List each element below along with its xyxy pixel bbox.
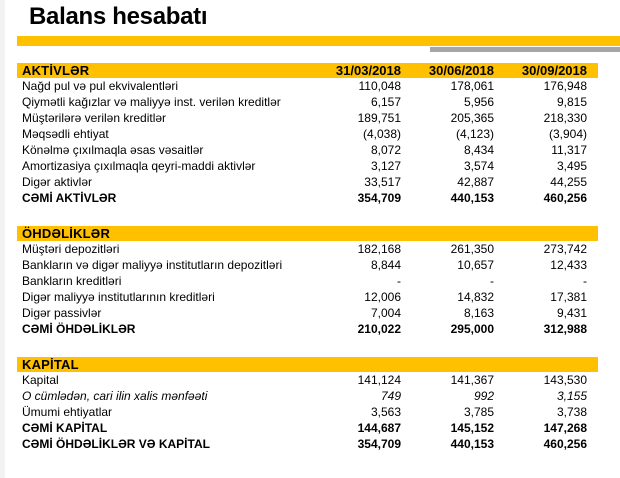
cell-value: 354,709 [357,437,401,451]
cell-value: 14,832 [457,290,494,304]
column-header-date: 30/06/2018 [428,63,494,78]
cell-value: (3,904) [548,127,587,141]
page-left-edge [0,0,5,478]
table-row [17,94,598,110]
cell-value: 205,365 [450,111,494,125]
table-row [17,289,598,305]
row-label: CƏMİ KAPİTAL [22,421,108,435]
title-accent-bar-gray [430,47,620,52]
table-row-total-liabilities [17,321,598,337]
cell-value: 8,072 [370,143,401,157]
cell-value: 8,434 [463,143,494,157]
table-row [17,305,598,321]
cell-value: 749 [380,389,401,403]
cell-value: 8,163 [463,306,494,320]
cell-value: 110,048 [358,79,401,93]
row-label: Müştəri depozitləri [22,242,120,256]
cell-value: 3,574 [463,159,494,173]
cell-value: 178,061 [450,79,494,93]
cell-value: - [490,274,494,288]
cell-value: 176,948 [543,79,587,93]
section-header-capital [17,357,598,372]
section-capital [17,357,598,452]
section-header-liabilities [17,226,598,241]
cell-value: 261,350 [450,242,494,256]
cell-value: 33,517 [364,175,401,189]
row-label: CƏMİ ÖHDƏLİKLƏR [22,322,136,336]
row-label: Könəlmə çıxılmaqla əsas vəsaitlər [22,143,204,157]
cell-value: 3,738 [556,405,587,419]
table-row [17,257,598,273]
table-row [17,142,598,158]
balance-table [17,63,598,452]
table-row [17,241,598,257]
cell-value: 143,530 [543,373,587,387]
row-label: Digər maliyyə institutlarının kreditləri [22,290,215,304]
table-row-total-assets [17,190,598,206]
cell-value: 3,563 [370,405,401,419]
title-accent-bar-yellow [17,36,620,46]
cell-value: 145,152 [450,421,494,435]
cell-value: 3,155 [556,389,587,403]
column-header-date: 31/03/2018 [335,63,401,78]
cell-value: 141,367 [450,373,494,387]
row-label: Bankların kreditləri [22,274,122,288]
cell-value: 312,988 [543,322,587,336]
table-row-total-capital [17,420,598,436]
cell-value: 3,495 [556,159,587,173]
row-label: Kapital [22,373,59,387]
cell-value: (4,123) [455,127,494,141]
row-label: CƏMİ ÖHDƏLİKLƏR VƏ KAPİTAL [22,437,210,451]
cell-value: 147,268 [543,421,587,435]
cell-value: 8,844 [370,258,401,272]
cell-value: 189,751 [357,111,401,125]
cell-value: 440,153 [450,191,494,205]
cell-value: 7,004 [370,306,401,320]
table-row [17,126,598,142]
section-assets [17,63,598,206]
table-row [17,158,598,174]
cell-value: 295,000 [450,322,494,336]
table-row [17,78,598,94]
section-liabilities [17,226,598,337]
row-label: CƏMİ AKTİVLƏR [22,191,117,205]
cell-value: 44,255 [550,175,587,189]
row-label: Amortizasiya çıxılmaqla qeyri-maddi aktivlər [22,159,256,173]
cell-value: 440,153 [450,437,494,451]
section-title: KAPİTAL [22,357,79,372]
cell-value: 17,381 [550,290,587,304]
table-row [17,110,598,126]
row-label: Bankların və digər maliyyə institutların depozitləri [22,258,283,272]
cell-value: 992 [473,389,494,403]
cell-value: 273,742 [543,242,587,256]
section-title: ÖHDƏLİKLƏR [22,226,111,241]
cell-value: 10,657 [457,258,494,272]
cell-value: 9,431 [556,306,587,320]
row-label: Digər passivlər [22,306,102,320]
cell-value: - [397,274,401,288]
row-label: Ümumi ehtiyatlar [22,405,113,419]
cell-value: (4,038) [362,127,401,141]
cell-value: 42,887 [457,175,494,189]
cell-value: 354,709 [357,191,401,205]
cell-value: 460,256 [543,191,587,205]
cell-value: 12,433 [550,258,587,272]
cell-value: 3,127 [370,159,401,173]
row-label: Nağd pul və pul ekvivalentləri [22,79,179,93]
cell-value: 5,956 [463,95,494,109]
cell-value: 11,317 [551,143,587,157]
page-title: Balans hesabatı [29,3,208,30]
cell-value: 144,687 [357,421,401,435]
cell-value: 12,006 [364,290,401,304]
cell-value: 3,785 [463,405,494,419]
cell-value: 210,022 [357,322,401,336]
table-row [17,174,598,190]
section-header-assets [17,63,598,78]
column-header-date: 30/09/2018 [521,63,587,78]
table-row [17,273,598,289]
table-row-net-profit [17,388,598,404]
row-label: Qiymətli kağızlar və maliyyə inst. verilən kreditlər [22,95,281,109]
cell-value: 460,256 [543,437,587,451]
cell-value: 6,157 [370,95,401,109]
row-label: Müştərilərə verilən kreditlər [22,111,167,125]
cell-value: 9,815 [556,95,587,109]
table-row [17,404,598,420]
cell-value: - [583,274,587,288]
table-row [17,372,598,388]
section-title: AKTİVLƏR [22,63,90,78]
cell-value: 182,168 [357,242,401,256]
table-row-total-liabilities-and-capital [17,436,598,452]
row-label: Məqsədli ehtiyat [22,127,109,141]
row-label: O cümlədən, cari ilin xalis mənfəəti [22,389,208,403]
cell-value: 218,330 [543,111,587,125]
row-label: Digər aktivlər [22,175,93,189]
cell-value: 141,124 [357,373,401,387]
